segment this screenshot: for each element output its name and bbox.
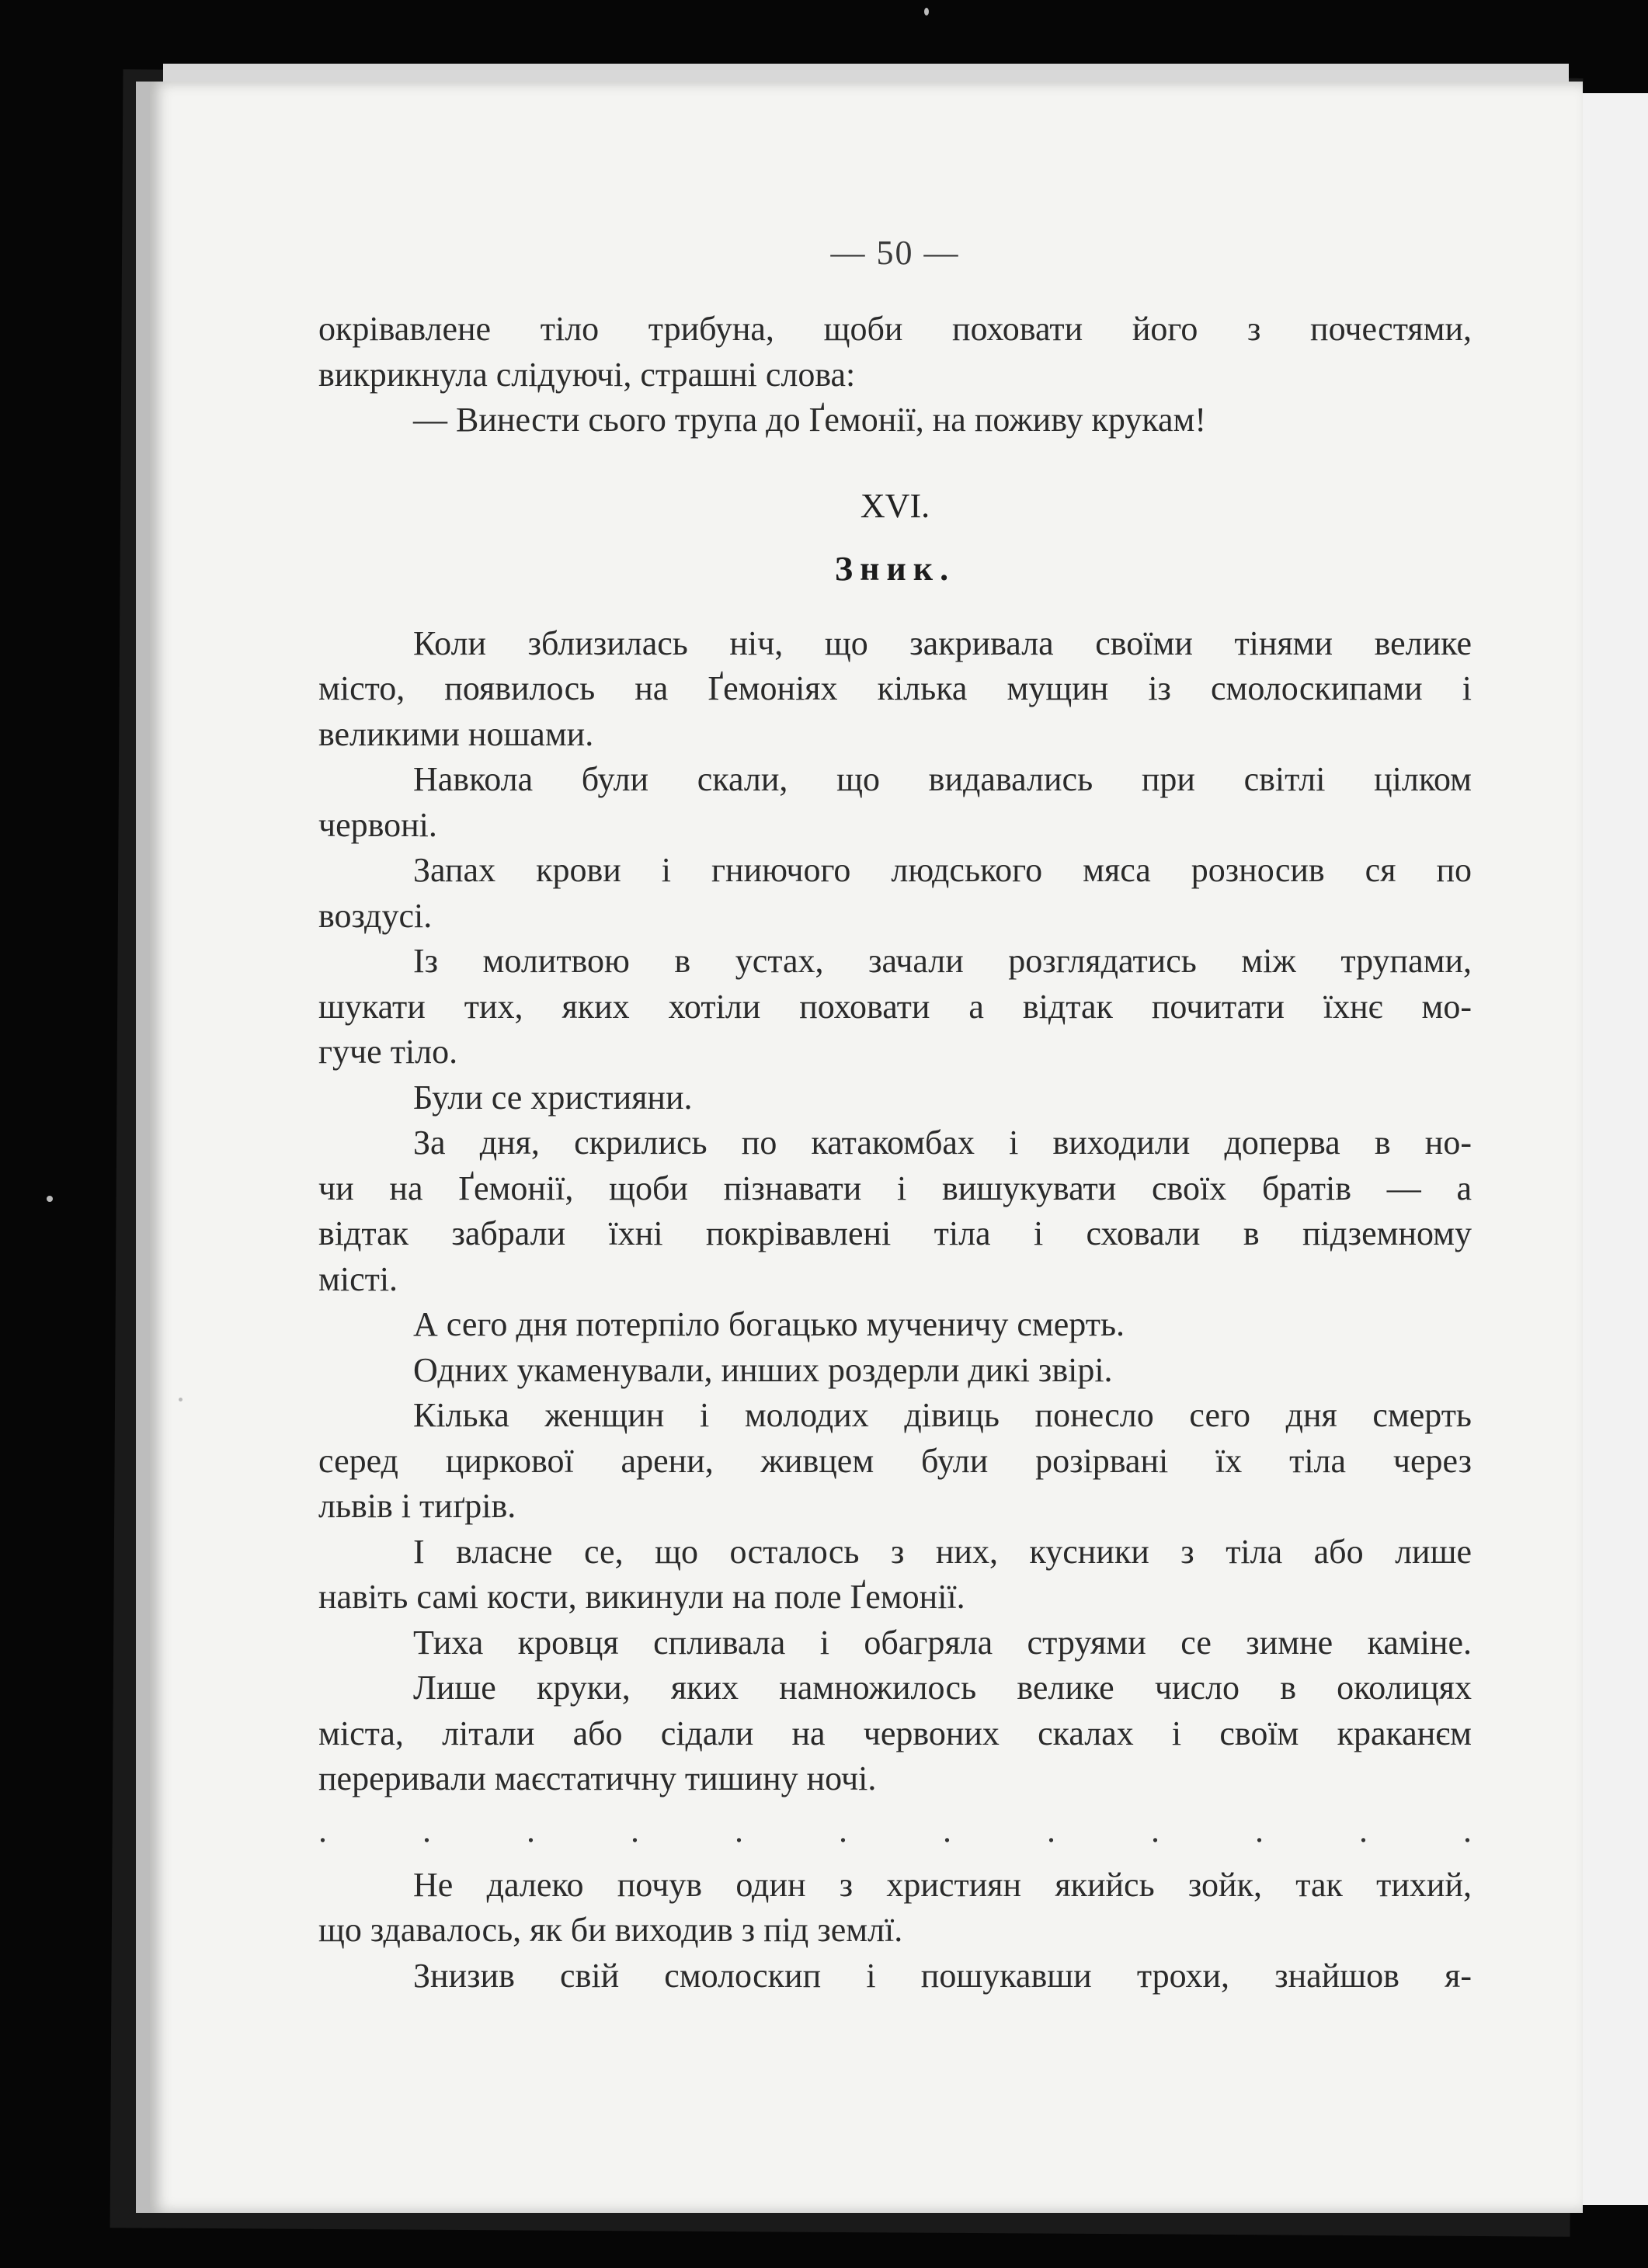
dot: . <box>318 1811 327 1849</box>
text-line: великими ношами. <box>318 714 594 753</box>
page-number: — 50 — <box>830 234 960 272</box>
text-line: львів і тиґрів. <box>318 1487 516 1525</box>
dot: . <box>631 1811 639 1849</box>
text-line: Лише круки, яких намножилось велике число в околицях <box>413 1669 1472 1707</box>
text-line: За дня, скрились по катакомбах і виходили доперва в но- <box>413 1124 1472 1162</box>
text-line: воздусі. <box>318 896 433 935</box>
text-line: що здавалось, як би виходив з під землї. <box>318 1911 903 1949</box>
text-line: Тиха кровця спливала і обагряла струями се зимне каміне. <box>413 1623 1472 1662</box>
page-content <box>318 233 1472 1999</box>
chapter-number: XVI. <box>860 486 930 525</box>
text-line: окрівавлене тіло трибуна, щоби поховати його з почестями, <box>318 310 1472 348</box>
scan-speck <box>47 1196 53 1202</box>
dot: . <box>1151 1811 1160 1849</box>
text-line: серед циркової арени, живцем були розірвані їх тіла через <box>318 1441 1472 1480</box>
text-line: гуче тіло. <box>318 1033 458 1071</box>
dot: . <box>527 1811 535 1849</box>
dot: . <box>943 1811 951 1849</box>
text-line: І власне се, що осталось з них, кусники з тіла або лише <box>413 1532 1472 1571</box>
text-line: переривали маєстатичну тишину ночі. <box>318 1759 877 1797</box>
text-line: А сего дня потерпіло богацько мученичу смерть. <box>413 1305 1125 1343</box>
text-line: червоні. <box>318 805 437 844</box>
text-line: міста, літали або сідали на червоних скалах і своїм краканєм <box>318 1714 1472 1752</box>
text-line: відтак забрали їхні покрівавлені тіла і сховали в підземному <box>318 1214 1472 1252</box>
text-line: Коли зблизилась ніч, що закривала своїми тінями велике <box>413 623 1472 662</box>
text-line: навіть самі кости, викинули на поле Ґемонії. <box>318 1578 965 1616</box>
dot: . <box>422 1811 431 1849</box>
text-line: шукати тих, яких хотіли поховати а відтак почитати їхнє мо- <box>318 987 1472 1026</box>
text-line: Одних укаменували, инших роздерли дикі звірі. <box>413 1350 1113 1389</box>
text-line: Кілька женщин і молодих дівиць понесло сего дня смерть <box>413 1396 1472 1434</box>
text-line: Із молитвою в устах, зачали розглядатись між трупами, <box>413 942 1472 980</box>
dot: . <box>735 1811 743 1849</box>
dot: . <box>1047 1811 1055 1849</box>
text-line: — Винести сього трупа до Ґемонії, на поживу крукам! <box>413 401 1207 439</box>
text-line: Запах крови і гниючого людського мяса розносив ся по <box>413 851 1472 889</box>
dot: . <box>1359 1811 1368 1849</box>
text-line: Були се християни. <box>413 1078 693 1117</box>
dot: . <box>839 1811 847 1849</box>
scan-speck <box>179 1398 183 1401</box>
dot: . <box>1463 1811 1472 1849</box>
text-line: чи на Ґемонії, щоби пізнавати і вишукувати своїх братів — а <box>318 1169 1472 1207</box>
text-line: місто, появилось на Ґемоніях кілька мущин із смолоскипами і <box>318 669 1472 707</box>
text-line: Навкола були скали, що видавались при світлі цілком <box>413 760 1472 798</box>
dot-separator <box>318 1808 1472 1853</box>
text-line: Знизив свій смолоскип і пошукавши трохи, знайшов я- <box>413 1956 1472 1995</box>
adjacent-page-edge <box>1573 93 1648 2205</box>
scan-speck <box>924 8 929 16</box>
text-line: місті. <box>318 1259 398 1298</box>
text-line: Не далеко почув один з християн якийсь зойк, так тихий, <box>413 1865 1472 1904</box>
chapter-title: Зник. <box>834 549 956 588</box>
text-line: викрикнула слідуючі, страшні слова: <box>318 355 856 394</box>
dot: . <box>1255 1811 1264 1849</box>
